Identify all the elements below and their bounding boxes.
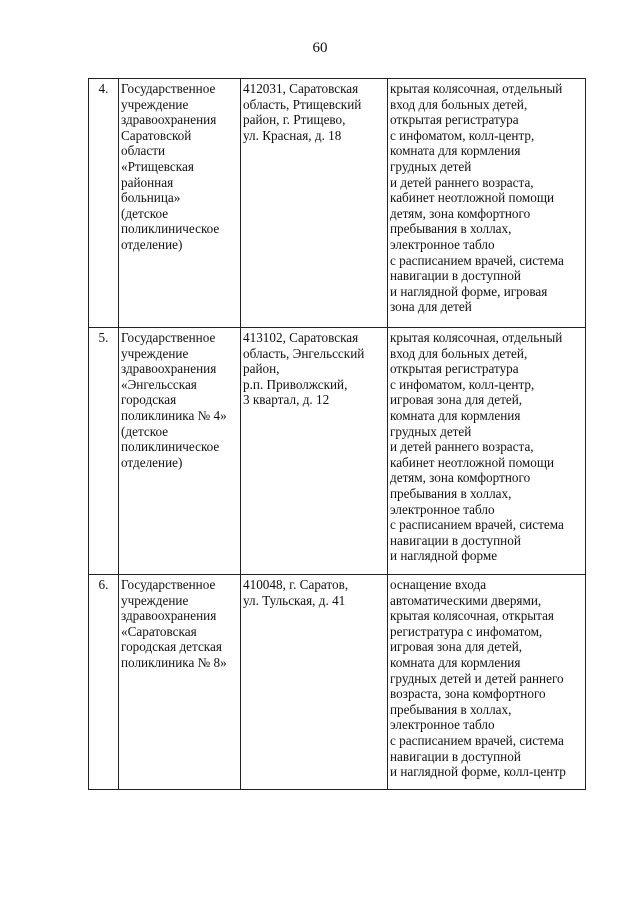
cell-text-line: кабинет неотложной помощи (390, 454, 555, 470)
cell-text-line: оснащение входа (390, 577, 487, 592)
cell-text-line: городская детская (121, 639, 222, 655)
cell-text-line: больница» (121, 190, 181, 206)
cell-text-line: возраста, зона комфортного (390, 686, 546, 702)
address-cell (241, 79, 388, 328)
row-number-cell (89, 575, 119, 790)
table-body (89, 79, 586, 790)
cell-text-line: и детей раннего возраста, (390, 174, 534, 190)
cell-text-line: грудных детей (390, 423, 472, 439)
cell-text-line: учреждение (121, 345, 189, 361)
institution-name-cell (119, 79, 241, 328)
cell-text-line: вход для больных детей, (390, 345, 528, 361)
cell-text-line: поликлиническое (121, 439, 220, 455)
cell-text-line: регистратура с инфоматом, (390, 623, 543, 639)
table-row (89, 575, 586, 790)
cell-text-line: игровая зона для детей, (390, 639, 523, 655)
cell-text-line: городская (121, 392, 177, 408)
cell-text-line: зона для детей (390, 299, 472, 315)
cell-text-line: крытая колясочная, отдельный (390, 330, 563, 345)
cell-text-line: комната для кормления (390, 143, 521, 159)
cell-text-line: с расписанием врачей, система (390, 252, 564, 268)
cell-text-line: поликлиническое (121, 221, 220, 237)
cell-text-line: Государственное (121, 577, 216, 592)
cell-text-line: ул. Красная, д. 18 (243, 127, 342, 143)
facilities-cell (388, 79, 586, 328)
cell-text-line: грудных детей и детей раннего (390, 670, 564, 686)
cell-text-line: с инфоматом, колл-центр, (390, 376, 535, 392)
institution-name-cell (119, 328, 241, 575)
cell-text-line: «Ртищевская (121, 158, 194, 174)
cell-text-line: Саратовской (121, 127, 192, 143)
cell-text-line: район, г. Ртищево, (243, 112, 346, 128)
facilities-cell (388, 328, 586, 575)
cell-text-line: область, Ртищевский (243, 96, 362, 112)
address-cell (241, 328, 388, 575)
cell-text-line: крытая колясочная, открытая (390, 608, 554, 624)
cell-text-line: поликлиника № 4» (121, 407, 227, 423)
cell-text-line: комната для кормления (390, 407, 521, 423)
cell-text-line: и наглядной форме, игровая (390, 283, 548, 299)
cell-text-line: «Энгельсская (121, 376, 197, 392)
cell-text-line: автоматическими дверями, (390, 592, 542, 608)
cell-text-line: навигации в доступной (390, 748, 521, 764)
cell-text-line: 413102, Саратовская (243, 330, 359, 345)
cell-text-line: детям, зона комфортного (390, 470, 531, 486)
cell-text-line: 3 квартал, д. 12 (243, 392, 330, 408)
cell-text-line: здравоохранения (121, 361, 217, 377)
cell-text-line: Государственное (121, 330, 216, 345)
row-number: 4. (98, 81, 109, 96)
cell-text-line: навигации в доступной (390, 268, 521, 284)
cell-text-line: р.п. Приволжский, (243, 376, 348, 392)
cell-text-line: (детское (121, 205, 169, 221)
cell-text-line: электронное табло (390, 236, 495, 252)
facilities-cell (388, 575, 586, 790)
row-number: 5. (98, 330, 109, 345)
cell-text-line: и детей раннего возраста, (390, 439, 534, 455)
cell-text-line: крытая колясочная, отдельный (390, 81, 563, 96)
table-row (89, 79, 586, 328)
cell-text-line: грудных детей (390, 158, 472, 174)
cell-text-line: здравоохранения (121, 112, 217, 128)
cell-text-line: электронное табло (390, 501, 495, 517)
cell-text-line: с расписанием врачей, система (390, 517, 564, 533)
cell-text-line: здравоохранения (121, 608, 217, 624)
cell-text-line: области (121, 143, 166, 159)
cell-text-line: «Саратовская (121, 623, 197, 639)
cell-text-line: пребывания в холлах, (390, 701, 512, 717)
cell-text-line: игровая зона для детей, (390, 392, 523, 408)
cell-text-line: отделение) (121, 454, 183, 470)
cell-text-line: комната для кормления (390, 654, 521, 670)
row-number: 6. (98, 577, 109, 592)
cell-text-line: 410048, г. Саратов, (243, 577, 349, 592)
institution-name-cell (119, 575, 241, 790)
cell-text-line: и наглядной форме, колл-центр (390, 764, 566, 780)
cell-text-line: поликлиника № 8» (121, 654, 227, 670)
institutions-table (88, 78, 586, 790)
cell-text-line: электронное табло (390, 717, 495, 733)
cell-text-line: ул. Тульская, д. 41 (243, 592, 346, 608)
row-number-cell (89, 79, 119, 328)
table-row (89, 328, 586, 575)
cell-text-line: пребывания в холлах, (390, 485, 512, 501)
cell-text-line: детям, зона комфортного (390, 205, 531, 221)
cell-text-line: с инфоматом, колл-центр, (390, 127, 535, 143)
row-number-cell (89, 328, 119, 575)
cell-text-line: открытая регистратура (390, 361, 519, 377)
cell-text-line: с расписанием врачей, система (390, 732, 564, 748)
cell-text-line: и наглядной форме (390, 548, 498, 564)
cell-text-line: область, Энгельсский (243, 345, 365, 361)
cell-text-line: навигации в доступной (390, 532, 521, 548)
cell-text-line: открытая регистратура (390, 112, 519, 128)
cell-text-line: Государственное (121, 81, 216, 96)
cell-text-line: район, (243, 361, 280, 377)
cell-text-line: районная (121, 174, 174, 190)
cell-text-line: (детское (121, 423, 169, 439)
cell-text-line: вход для больных детей, (390, 96, 528, 112)
cell-text-line: пребывания в холлах, (390, 221, 512, 237)
cell-text-line: кабинет неотложной помощи (390, 190, 555, 206)
cell-text-line: 412031, Саратовская (243, 81, 359, 96)
cell-text-line: отделение) (121, 236, 183, 252)
address-cell (241, 575, 388, 790)
page-number: 60 (312, 40, 328, 56)
cell-text-line: учреждение (121, 592, 189, 608)
cell-text-line: учреждение (121, 96, 189, 112)
